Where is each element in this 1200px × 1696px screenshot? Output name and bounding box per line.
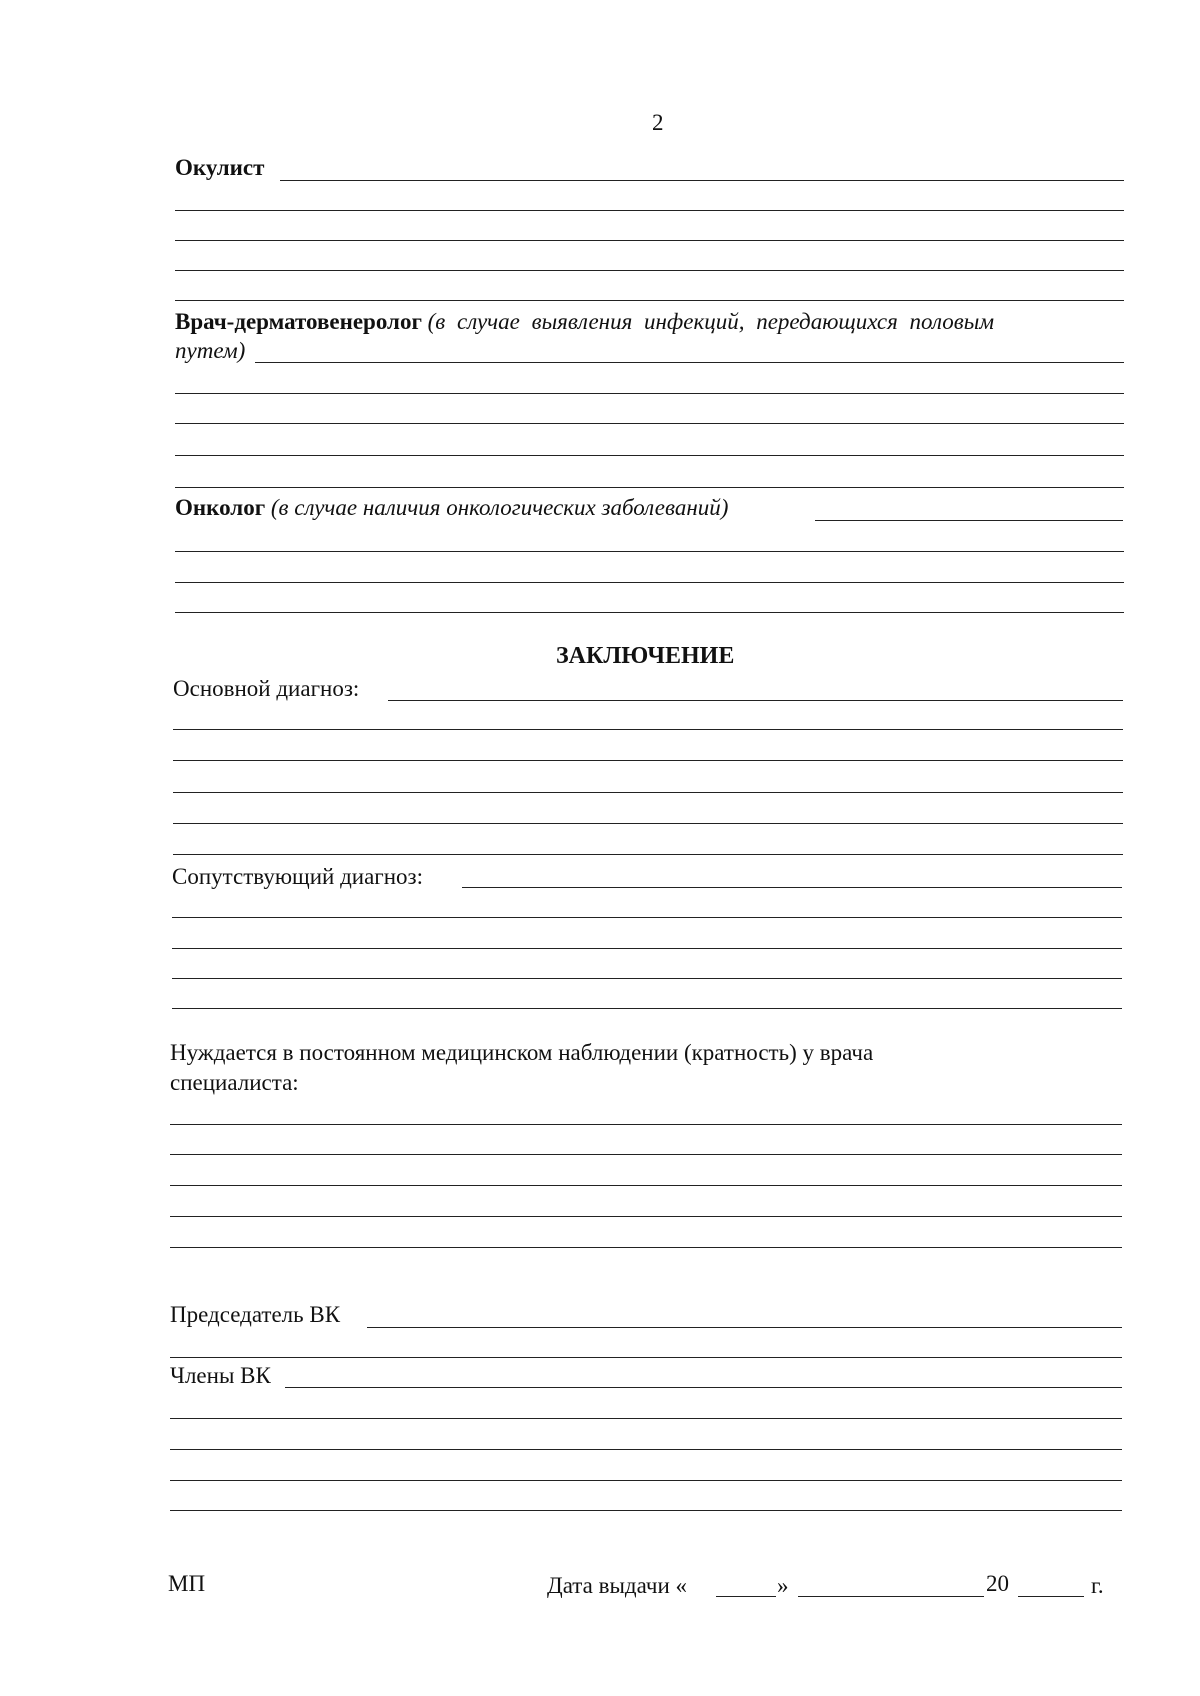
- dermatovenerologist-line[interactable]: [175, 423, 1124, 424]
- main-diagnosis-line[interactable]: [173, 854, 1123, 855]
- observation-line[interactable]: [170, 1154, 1122, 1155]
- observation-line[interactable]: [170, 1124, 1122, 1125]
- members-line[interactable]: [170, 1480, 1122, 1481]
- members-line[interactable]: [170, 1418, 1122, 1419]
- main-diagnosis-line[interactable]: [173, 729, 1123, 730]
- dermatovenerologist-line[interactable]: [175, 487, 1124, 488]
- chairman-field[interactable]: [367, 1327, 1122, 1328]
- dermatovenerologist-field[interactable]: [255, 362, 1124, 363]
- concomitant-diagnosis-line[interactable]: [172, 1008, 1122, 1009]
- members-field[interactable]: [285, 1387, 1122, 1388]
- oculist-line[interactable]: [175, 210, 1124, 211]
- dermatovenerologist-line[interactable]: [175, 393, 1124, 394]
- main-diagnosis-line[interactable]: [173, 760, 1123, 761]
- stamp-label: МП: [168, 1571, 206, 1596]
- main-diagnosis-field[interactable]: [388, 700, 1123, 701]
- issue-year-field[interactable]: [1018, 1596, 1084, 1597]
- dermatovenerologist-line[interactable]: [175, 455, 1124, 456]
- main-diagnosis-line[interactable]: [173, 823, 1123, 824]
- oncologist-label: Онколог: [175, 495, 266, 520]
- concomitant-diagnosis-field[interactable]: [462, 887, 1122, 888]
- conclusion-heading: ЗАКЛЮЧЕНИЕ: [556, 643, 735, 669]
- issue-month-field[interactable]: [798, 1596, 984, 1597]
- oncologist-line[interactable]: [175, 582, 1124, 583]
- issue-date-label: Дата выдачи «: [547, 1573, 688, 1598]
- oculist-field[interactable]: [280, 180, 1124, 181]
- concomitant-diagnosis-line[interactable]: [172, 917, 1122, 918]
- oculist-label: Окулист: [175, 155, 265, 180]
- main-diagnosis-line[interactable]: [173, 792, 1123, 793]
- observation-label-continued: специалиста:: [170, 1070, 299, 1095]
- oncologist-heading: [175, 494, 728, 522]
- oculist-line[interactable]: [175, 300, 1124, 301]
- members-label: Члены ВК: [170, 1363, 271, 1388]
- page-number: 2: [652, 110, 664, 135]
- dermatovenerologist-label: Врач-дерматовенеролог: [175, 309, 422, 334]
- oncologist-note: (в случае наличия онкологических заболеваний): [270, 495, 729, 520]
- concomitant-diagnosis-label: Сопутствующий диагноз:: [172, 864, 424, 889]
- issue-day-field[interactable]: [716, 1596, 776, 1597]
- oncologist-line[interactable]: [175, 612, 1124, 613]
- dermatovenerologist-note-continued: путем): [175, 338, 246, 363]
- concomitant-diagnosis-line[interactable]: [172, 948, 1122, 949]
- observation-label: Нуждается в постоянном медицинском наблюдении (кратность) у врача: [170, 1040, 874, 1065]
- dermatovenerologist-heading: [175, 308, 1135, 336]
- members-line[interactable]: [170, 1449, 1122, 1450]
- observation-line[interactable]: [170, 1216, 1122, 1217]
- issue-year-suffix: г.: [1091, 1573, 1104, 1598]
- oculist-line[interactable]: [175, 240, 1124, 241]
- issue-date-quote-close: »: [777, 1573, 789, 1598]
- oncologist-line[interactable]: [175, 551, 1124, 552]
- oncologist-field[interactable]: [815, 520, 1123, 521]
- oculist-line[interactable]: [175, 270, 1124, 271]
- observation-line[interactable]: [170, 1185, 1122, 1186]
- members-line[interactable]: [170, 1510, 1122, 1511]
- issue-year-prefix: 20: [986, 1571, 1009, 1596]
- concomitant-diagnosis-line[interactable]: [172, 978, 1122, 979]
- observation-line[interactable]: [170, 1247, 1122, 1248]
- chairman-line[interactable]: [170, 1357, 1122, 1358]
- chairman-label: Председатель ВК: [170, 1302, 341, 1327]
- main-diagnosis-label: Основной диагноз:: [173, 676, 360, 701]
- dermatovenerologist-note: (в случае выявления инфекций, передающихся половым: [427, 309, 995, 334]
